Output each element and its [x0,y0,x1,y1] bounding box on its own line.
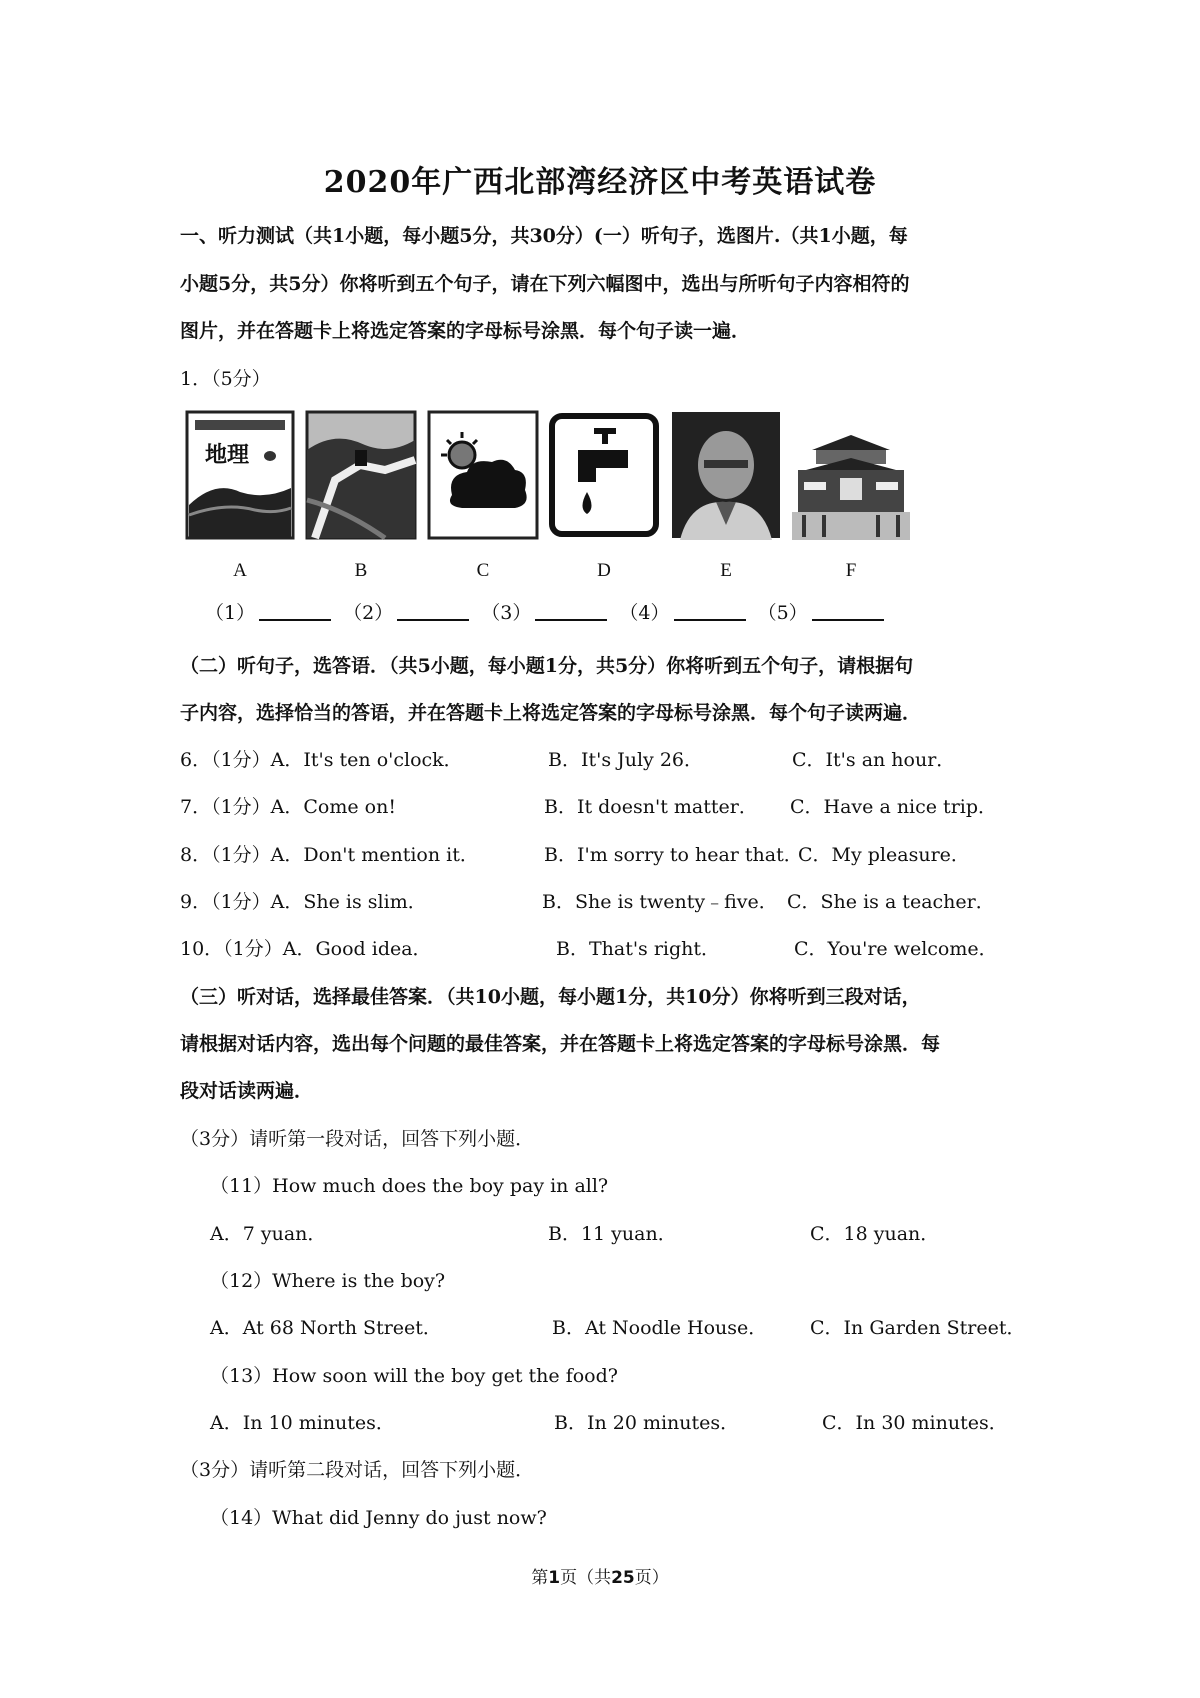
q6-option-b: B．It's July 26． [548,749,703,771]
picture-f-tiananmen [792,410,910,540]
q8-option-a: 8．（1分）A．Don't mention it． [180,844,479,866]
picture-label-a: A [233,560,247,581]
blank-label-4: （4） [619,602,670,624]
section2-line-1: （二）听句子，选答语．（共5小题，每小题1分，共5分）你将听到五个句子，请根据句 [180,655,914,677]
answer-blank-3[interactable] [535,601,607,621]
q10-option-b: B．That's right． [556,938,721,960]
q9-option-a: 9．（1分）A．She is slim． [180,891,427,913]
q12-option-c: C．In Garden Street． [810,1317,1026,1339]
section2-line-2: 子内容，选择恰当的答语，并在答题卡上将选定答案的字母标号涂黑．每个句子读两遍． [180,702,922,724]
blank-label-1: （1） [205,602,256,624]
section3-line-3: 段对话读两遍． [180,1080,314,1102]
q12-option-b: B．At Noodle House． [552,1317,768,1339]
q7-option-a: 7．（1分）A．Come on! [180,796,396,818]
footer-total-pages: 25 [611,1568,635,1588]
page-title: 2020年广西北部湾经济区中考英语试卷 [323,165,877,200]
q12-question: （12）Where is the boy? [210,1270,446,1292]
picture-a-text: 地理 [205,442,250,468]
q6-option-a: 6．（1分）A．It's ten o'clock． [180,749,463,771]
picture-label-c: C [476,560,490,581]
q9-option-b: B．She is twenty﹣five． [542,891,778,913]
answer-blank-5[interactable] [812,601,884,621]
q11-option-a: A．7 yuan． [210,1223,327,1245]
picture-label-d: D [597,560,611,581]
answer-blanks [205,598,890,625]
q10-option-c: C．You're welcome． [794,938,998,960]
q12-option-a: A．At 68 North Street． [210,1317,442,1339]
question-1-label: 1．（5分） [180,368,271,390]
q9-option-c: C．She is a teacher． [787,891,995,913]
picture-label-b: B [354,560,368,581]
footer-mid: 页（共 [560,1568,612,1588]
section1-line-3: 图片，并在答题卡上将选定答案的字母标号涂黑．每个句子读一遍． [180,320,751,342]
blank-label-3: （3） [481,602,532,624]
picture-d-water-tap-icon [548,410,660,540]
answer-blank-1[interactable] [259,601,331,621]
q6-option-c: C．It's an hour． [792,749,956,771]
footer-pre: 第 [531,1568,549,1588]
answer-blank-2[interactable] [397,601,469,621]
q7-option-b: B．It doesn't matter． [544,796,758,818]
picture-c-cloudy-icon [427,410,539,540]
q11-question: （11）How much does the boy pay in all? [210,1175,609,1197]
section1-line-1: 一、听力测试（共1小题，每小题5分，共30分）(一）听句子，选图片.（共1小题，每 [180,225,908,247]
q8-option-c: C．My pleasure． [798,844,970,866]
section1-line-2: 小题5分，共5分）你将听到五个句子，请在下列六幅图中，选出与所听句子内容相符的 [180,273,910,295]
page-footer [0,1563,1200,1588]
picture-e-portrait [670,410,782,540]
dialog1-intro: （3分）请听第一段对话，回答下列小题． [180,1128,535,1150]
picture-b-great-wall [305,410,417,540]
q13-option-a: A．In 10 minutes． [210,1412,395,1434]
q13-option-c: C．In 30 minutes． [822,1412,1008,1434]
answer-blank-4[interactable] [674,601,746,621]
q13-option-b: B．In 20 minutes． [554,1412,740,1434]
q8-option-b: B．I'm sorry to hear that． [544,844,803,866]
footer-post: 页） [634,1568,669,1588]
picture-a-geography-book [185,410,295,540]
picture-label-f: F [845,560,857,581]
q11-option-b: B．11 yuan． [548,1223,677,1245]
section3-line-2: 请根据对话内容，选出每个问题的最佳答案，并在答题卡上将选定答案的字母标号涂黑．每 [180,1033,941,1055]
footer-page-number: 1 [548,1568,561,1588]
blank-label-5: （5） [757,602,808,624]
q11-option-c: C．18 yuan． [810,1223,940,1245]
picture-strip [185,410,955,590]
picture-label-e: E [720,560,732,581]
dialog2-intro: （3分）请听第二段对话，回答下列小题． [180,1459,535,1481]
section3-line-1: （三）听对话，选择最佳答案．（共10小题，每小题1分，共10分）你将听到三段对话， [180,986,921,1008]
q7-option-c: C．Have a nice trip． [790,796,998,818]
q13-question: （13）How soon will the boy get the food? [210,1365,618,1387]
q10-option-a: 10．（1分）A．Good idea． [180,938,432,960]
q14-question: （14）What did Jenny do just now? [210,1507,547,1529]
blank-label-2: （2） [343,602,394,624]
